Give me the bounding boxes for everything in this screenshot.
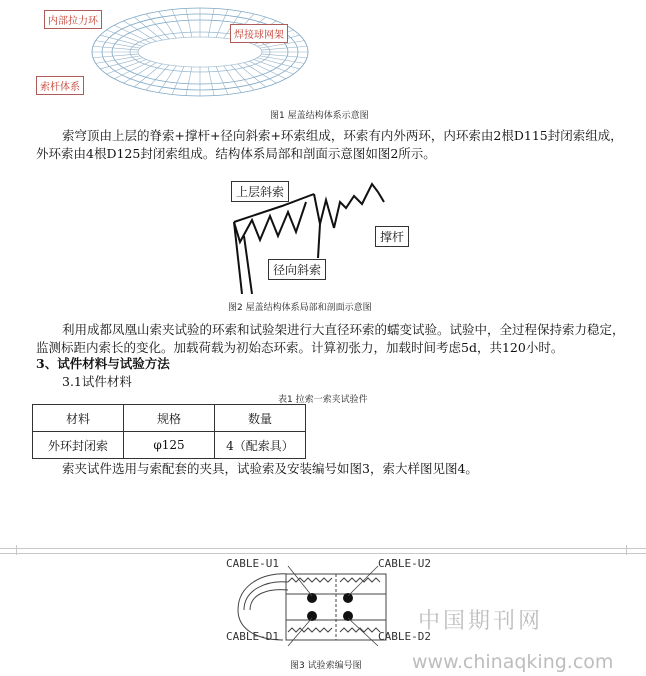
section-heading: 3、试件材料与试验方法 — [36, 356, 170, 371]
paragraph-1: 索穹顶由上层的脊索+撑杆+径向斜索+环索组成，环索有内外两环，内环索由2根D115封闭索组成，外环索由4根D125封闭索组成。结构体系局部和剖面示意图如图2所示。 — [36, 128, 623, 161]
callout-welded-grid: 焊接球网架 — [230, 24, 288, 43]
table-row — [33, 432, 306, 459]
table-cell: 4（配索具） — [215, 432, 306, 459]
table-header-cell: 材料 — [33, 405, 124, 432]
table-header-row — [33, 405, 306, 432]
table-header-cell: 数量 — [215, 405, 306, 432]
table-caption: 表1 拉索一索夹试验件 — [278, 395, 368, 405]
label-cable-d1: CABLE-D1 — [226, 630, 279, 643]
table-cell: φ125 — [124, 432, 215, 459]
label-strut: 撑杆 — [375, 226, 409, 247]
figure2-caption: 图2 屋盖结构体系局部和剖面示意图 — [228, 303, 372, 313]
watermark-site-name: 中国期刊网 — [418, 609, 544, 634]
label-upper-diagonal-cable: 上层斜索 — [231, 181, 289, 202]
watermark-url: www.chinaqking.com — [412, 651, 614, 673]
callout-inner-ring: 内部拉力环 — [44, 10, 102, 29]
paragraph-2: 利用成都凤凰山索夹试验的环索和试验架进行大直径环索的蠕变试验。试验中，全过程保持索力稳定，监测标距内索长的变化。加载荷载为初始态环索。计算初张力，加载时间考虑5d，共120小时。 — [36, 322, 625, 355]
table-header-cell: 规格 — [124, 405, 215, 432]
label-cable-u1: CABLE-U1 — [226, 557, 279, 570]
label-radial-diagonal-cable: 径向斜索 — [268, 259, 326, 280]
label-cable-d2: CABLE-D2 — [378, 630, 431, 643]
callout-cable-system: 索杆体系 — [36, 76, 84, 95]
subsection-heading: 3.1试件材料 — [62, 374, 132, 389]
label-cable-u2: CABLE-U2 — [378, 557, 431, 570]
figure1-caption: 图1 屋盖结构体系示意图 — [270, 111, 369, 121]
figure3-caption: 图3 试验索编号图 — [290, 661, 362, 671]
paragraph-3: 索夹试件选用与索配套的夹具，试验索及安装编号如图3，索大样图见图4。 — [62, 461, 478, 476]
materials-table — [32, 404, 306, 459]
table-cell: 外环封闭索 — [33, 432, 124, 459]
